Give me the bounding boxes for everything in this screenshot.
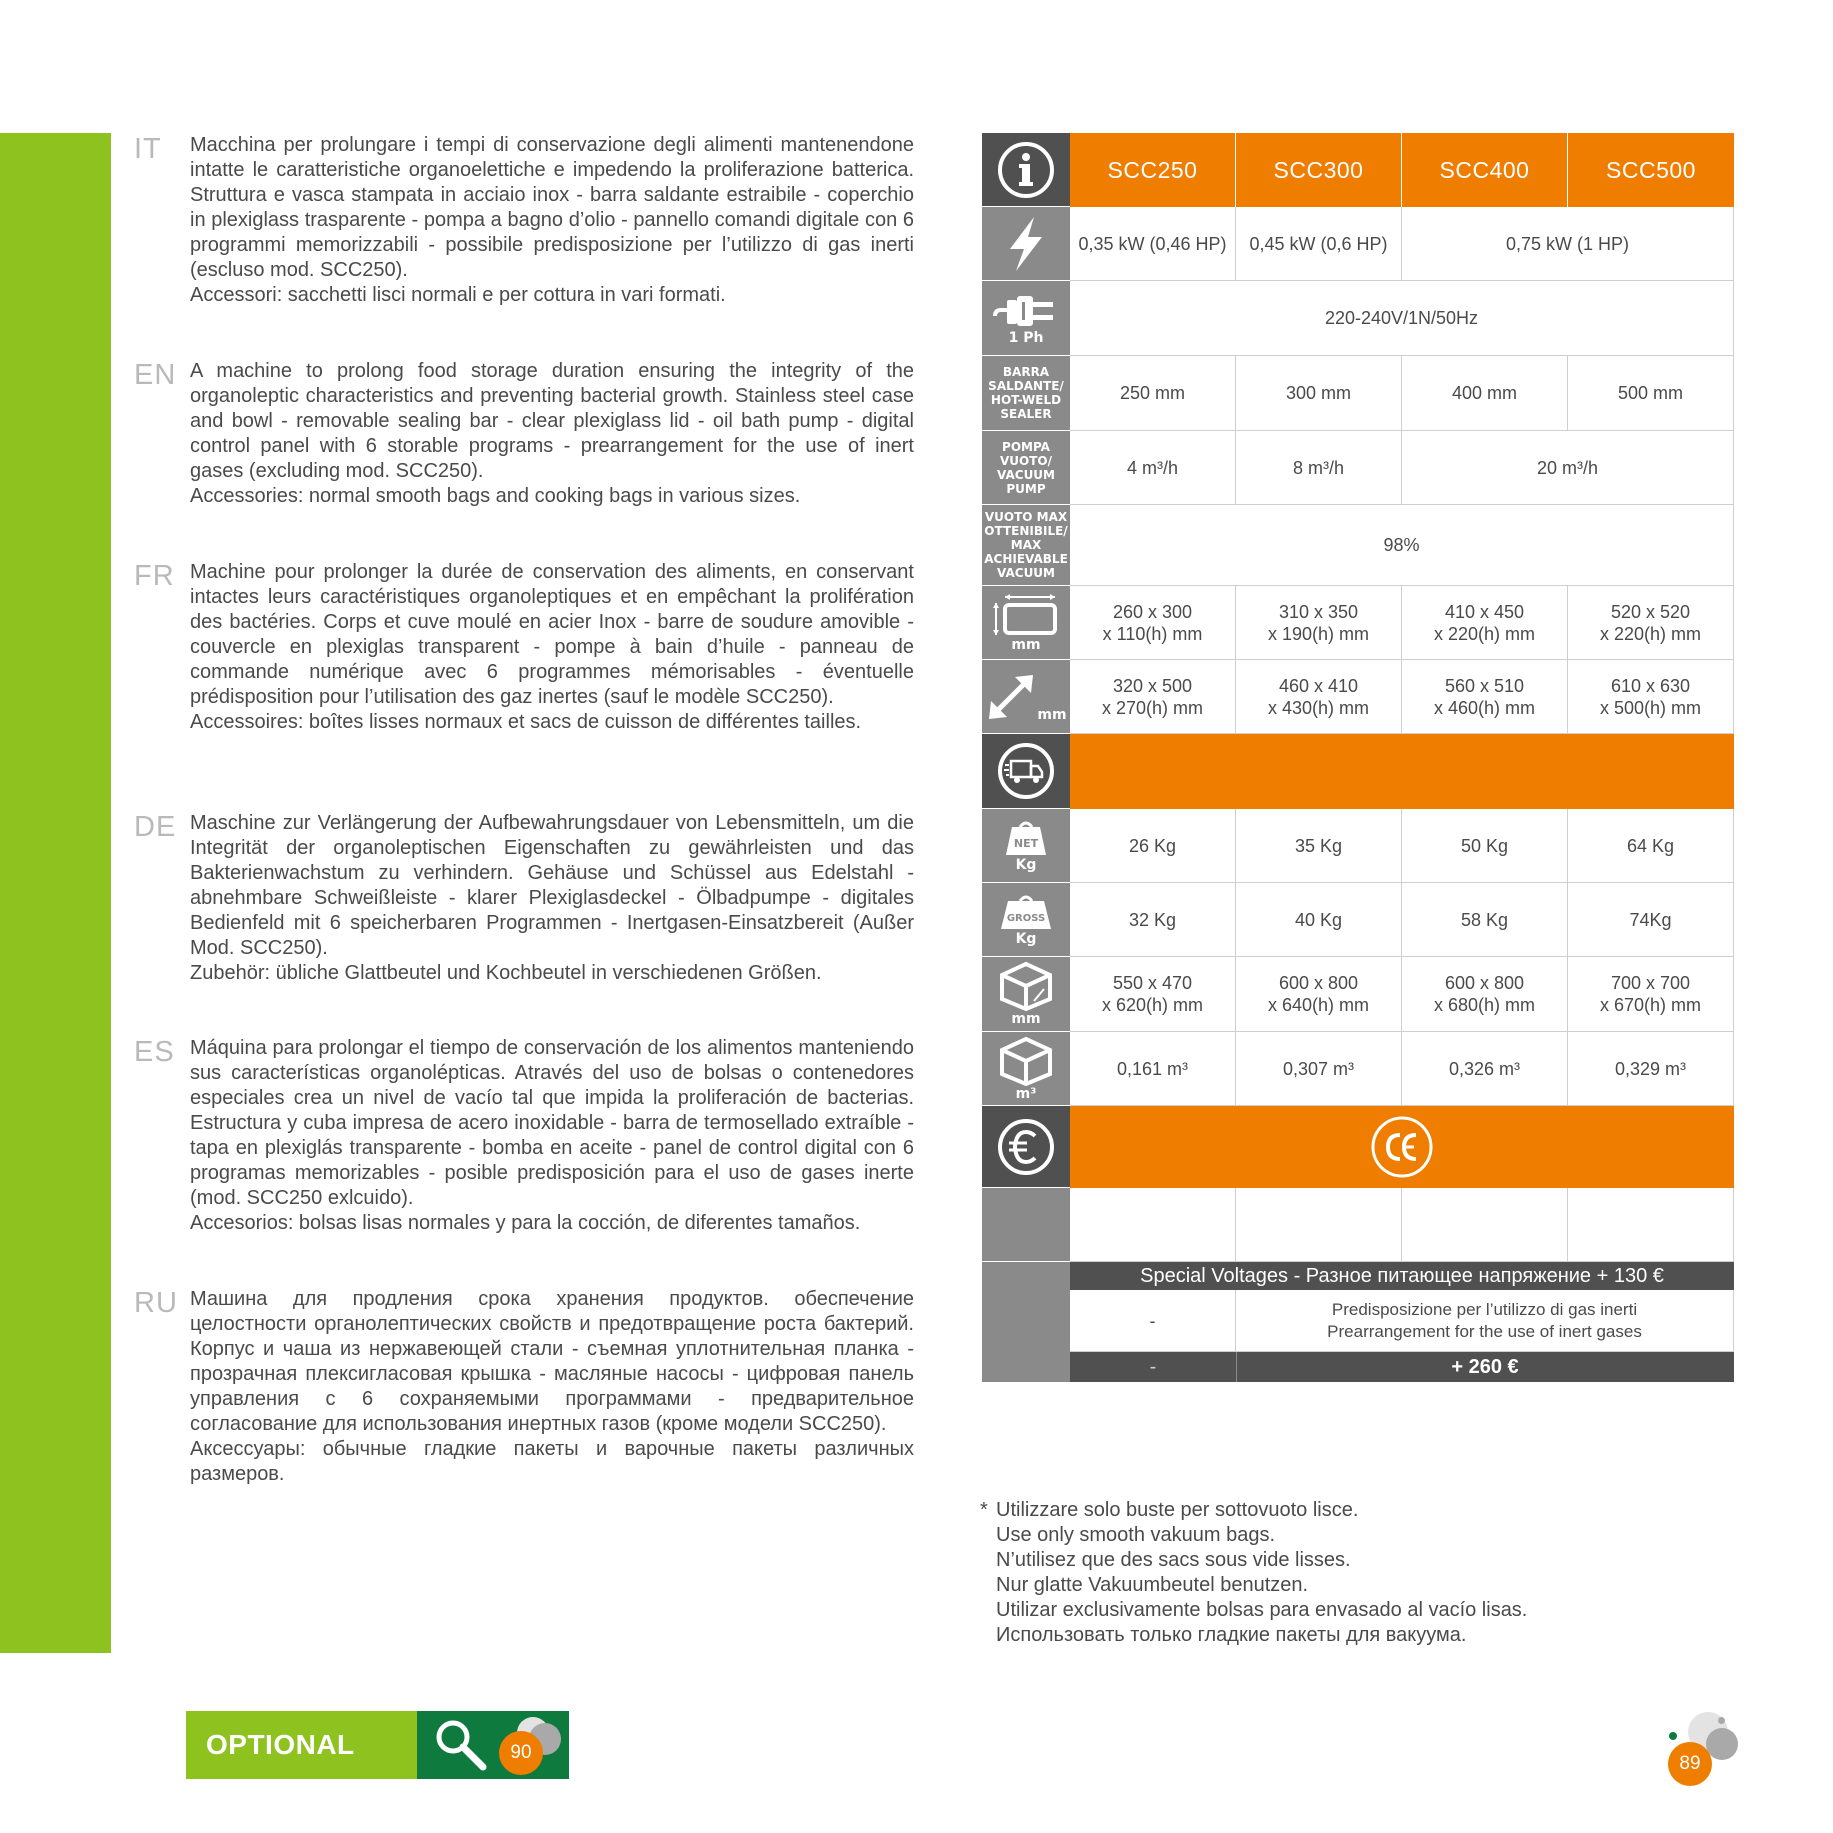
package-row — [982, 957, 1734, 1032]
decor-dot — [1718, 1717, 1725, 1724]
euro-icon — [997, 1118, 1055, 1176]
chamber-value: 260 x 300 x 110(h) mm — [1070, 586, 1236, 660]
optional-page-badge: 90 — [499, 1731, 543, 1775]
model-header: SCC500 — [1568, 133, 1734, 207]
price-cell — [1402, 1188, 1568, 1262]
info-icon — [997, 141, 1055, 199]
external-label-cell — [982, 660, 1070, 734]
lang-code: IT — [134, 133, 162, 165]
net-weight-value: 26 Kg — [1070, 809, 1236, 883]
diagonal-arrow-icon — [985, 671, 1037, 723]
price-band-row — [982, 1106, 1734, 1188]
decor-circle — [1706, 1728, 1738, 1760]
vacuum-value: 98% — [1070, 505, 1734, 586]
mm-label: mm — [1011, 1011, 1041, 1027]
kg-label: Kg — [1015, 856, 1037, 873]
price-cell — [1236, 1188, 1402, 1262]
gross-weight-label-cell — [982, 883, 1070, 957]
footnote-star: * — [980, 1499, 988, 1521]
power-value: 0,45 kW (0,6 HP) — [1236, 207, 1402, 281]
sealer-value: 300 mm — [1236, 356, 1402, 431]
vacuum-label-cell — [982, 505, 1070, 586]
sealer-label: BARRA SALDANTE/ HOT-WELD SEALER — [988, 365, 1064, 421]
table-header-row — [982, 133, 1734, 207]
lang-code: FR — [134, 560, 175, 592]
net-weight-row — [982, 809, 1734, 883]
vacuum-label: VUOTO MAX OTTENIBILE/ MAX ACHIEVABLE VACUUM — [984, 510, 1068, 580]
lang-text: A machine to prolong food storage duration ensuring the integrity of the organoleptic characteristics and preventing bacterial growth. Stainless steel case and bowl - removable sealing bar - clear plexiglass lid - oil bath pump - digital control panel with 6 storable programs - prearrangement for the use of inert gases (excluding mod. SCC250). Accessories: normal smooth bags and cooking bags in various sizes. — [190, 360, 914, 507]
lang-text: Maschine zur Verlängerung der Aufbewahrungsdauer von Lebensmitteln, um die Integrität der organoleptischen Eigenschaften zu gewährleisten und das Bakterienwachstum zu verhindern. Gehäuse und Schüssel aus Edelstahl - abnehmbare Schweißleiste - klarer Plexiglasdeckel - Ölbadpumpe - digitales Bedienfeld mit 6 speicherbaren Programmen - Inertgasen-Einsatzbereit (Außer Mod. SCC250). Zubehör: übliche Glattbeutel und Kochbeutel in verschiedenen Größen. — [190, 812, 914, 984]
voltage-row — [982, 281, 1734, 356]
lang-text: Máquina para prolongar el tiempo de conservación de los alimentos manteniendo sus características organolépticas. Através del uso de bolsas o contenedores especiales crea un nivel de vacío tal que impida la proliferación de bacterias. Estructura y cuba impresa de acero inoxidable - barra de termosellado extraíble - tapa en plexiglás transparente - bomba en aceite - panel de control digital con 6 programas memorizables - posible predisposición para el uso de gases inerte (mod. SCC250 exlcuido). Accesorios: bolsas lisas normales y para la cocción, de diferentes tamaños. — [190, 1037, 914, 1234]
gas-price-value: + 260 € — [1451, 1355, 1519, 1378]
lang-code: RU — [134, 1287, 178, 1319]
phase-label: 1 Ph — [1008, 330, 1044, 346]
power-row — [982, 207, 1734, 281]
power-value: 0,35 kW (0,46 HP) — [1070, 207, 1236, 281]
gas-dash-cell: - — [1070, 1290, 1236, 1352]
net-weight-value: 35 Kg — [1236, 809, 1402, 883]
price-orange-band — [1070, 1106, 1734, 1188]
volume-value: 0,161 m³ — [1070, 1032, 1236, 1106]
package-box-icon — [998, 961, 1054, 1011]
gas-option-cell: Predisposizione per l’utilizzo di gas inerti Prearrangement for the use of inert gases — [1236, 1290, 1734, 1352]
net-badge: NET — [1013, 836, 1039, 850]
price-cell — [1070, 1188, 1236, 1262]
shipping-label-cell — [982, 734, 1070, 809]
volume-value: 0,329 m³ — [1568, 1032, 1734, 1106]
lang-text: Машина для продления срока хранения продуктов. обеспечение целостности органолептических свойств и предотвращение роста бактерий. Корпус и чаша из нержавеющей стали - съемная уплотнительная планка - прозрачная плексигласовая крышка - масляные насосы - цифровая панель управления с 6 сохраняемыми программами - предварительное согласование для использования инертных газов (кроме модели SCC250). Аксессуары: обычные гладкие пакеты и варочные пакеты различных размеров. — [190, 1288, 914, 1485]
external-icon-group — [985, 671, 1066, 723]
power-value: 0,75 kW (1 HP) — [1402, 207, 1734, 281]
pump-label: POMPA VUOTO/ VACUUM PUMP — [997, 439, 1055, 496]
sealer-value: 500 mm — [1568, 356, 1734, 431]
net-weight-value: 64 Kg — [1568, 809, 1734, 883]
decor-dot — [1669, 1732, 1677, 1740]
net-weight-value: 50 Kg — [1402, 809, 1568, 883]
sealer-value: 400 mm — [1402, 356, 1568, 431]
gas-price-bar — [1070, 1352, 1734, 1382]
chamber-dimensions-icon — [991, 593, 1061, 637]
shipping-band-row — [982, 734, 1734, 809]
volume-value: 0,307 m³ — [1236, 1032, 1402, 1106]
kg-label: Kg — [1015, 930, 1037, 947]
vacuum-row — [982, 505, 1734, 586]
volume-value: 0,326 m³ — [1402, 1032, 1568, 1106]
shipping-orange-band — [1070, 734, 1734, 809]
model-header: SCC300 — [1236, 133, 1402, 207]
volume-label-cell — [982, 1032, 1070, 1106]
gross-weight-value: 32 Kg — [1070, 883, 1236, 957]
gross-weight-icon — [998, 893, 1054, 931]
optional-link[interactable]: OPTIONAL — [186, 1711, 417, 1779]
package-value: 600 x 800 x 680(h) mm — [1402, 957, 1568, 1032]
price-label-cell — [982, 1106, 1070, 1188]
page-number: 89 — [1668, 1742, 1712, 1786]
chamber-value: 310 x 350 x 190(h) mm — [1236, 586, 1402, 660]
lang-text: Machine pour prolonger la durée de conservation des aliments, en conservant intactes leurs caractéristiques organoleptiques et en empêchant la prolifération des bactéries. Corps et cuve moulé en acier Inox - barre de soudure amovible - couvercle en plexiglas transparent - pompe à bain d’huile - panneau de commande numérique avec 6 programmes mémorisables - éventuelle prédisposition pour l’utilisation des gaz inertes (sauf le modèle SCC250). Accessoires: boîtes lisses normaux et sacs de cuisson de différentes tailles. — [190, 561, 914, 733]
chamber-row — [982, 586, 1734, 660]
external-row — [982, 660, 1734, 734]
pump-value: 4 m³/h — [1070, 431, 1236, 505]
gross-weight-value: 58 Kg — [1402, 883, 1568, 957]
gross-weight-value: 40 Kg — [1236, 883, 1402, 957]
pump-row — [982, 431, 1734, 505]
special-voltage-bar: Special Voltages - Разное питающее напряжение + 130 € — [1070, 1262, 1734, 1290]
info-cell — [982, 133, 1070, 207]
package-value: 550 x 470 x 620(h) mm — [1070, 957, 1236, 1032]
net-weight-icon — [1002, 819, 1050, 857]
price-row — [982, 1188, 1734, 1262]
search-icon — [431, 1715, 491, 1775]
plug-icon — [993, 290, 1059, 330]
external-value: 460 x 410 x 430(h) mm — [1236, 660, 1402, 734]
price-cell — [1568, 1188, 1734, 1262]
voltage-label-cell — [982, 281, 1070, 356]
chamber-value: 520 x 520 x 220(h) mm — [1568, 586, 1734, 660]
external-value: 560 x 510 x 460(h) mm — [1402, 660, 1568, 734]
external-value: 320 x 500 x 270(h) mm — [1070, 660, 1236, 734]
lang-code: EN — [134, 359, 177, 391]
chamber-value: 410 x 450 x 220(h) mm — [1402, 586, 1568, 660]
pump-value: 20 m³/h — [1402, 431, 1734, 505]
gross-weight-row — [982, 883, 1734, 957]
green-side-bar — [0, 133, 111, 1653]
model-header: SCC250 — [1070, 133, 1236, 207]
net-weight-label-cell — [982, 809, 1070, 883]
price-row-label-cell — [982, 1188, 1070, 1262]
lightning-icon — [1004, 215, 1048, 273]
external-value: 610 x 630 x 500(h) mm — [1568, 660, 1734, 734]
ce-mark-icon — [1370, 1115, 1434, 1179]
power-label-cell — [982, 207, 1070, 281]
package-value: 700 x 700 x 670(h) mm — [1568, 957, 1734, 1032]
package-value: 600 x 800 x 640(h) mm — [1236, 957, 1402, 1032]
lang-code: DE — [134, 811, 177, 843]
chamber-label-cell — [982, 586, 1070, 660]
mm-label: mm — [1011, 636, 1041, 653]
options-section — [982, 1262, 1734, 1382]
voltage-value: 220-240V/1N/50Hz — [1070, 281, 1734, 356]
sealer-label-cell — [982, 356, 1070, 431]
volume-row — [982, 1032, 1734, 1106]
gross-weight-value: 74Kg — [1568, 883, 1734, 957]
sealer-row — [982, 356, 1734, 431]
m3-label: m³ — [1015, 1085, 1037, 1102]
package-label-cell — [982, 957, 1070, 1032]
options-label-cell — [982, 1262, 1070, 1382]
model-header: SCC400 — [1402, 133, 1568, 207]
lang-text: Macchina per prolungare i tempi di conservazione degli alimenti mantenendone intatte le caratteristiche organoelettiche e impedendo la proliferazione batterica. Struttura e vasca stampata in acciaio inox - barra saldante estraibile - coperchio in plexiglass trasparente - pompa a bagno d’olio - pannello comandi digitale con 6 programmi memorizzabili - possibile predisposizione per l’utilizzo di gas inerti (escluso mod. SCC250). Accessori: sacchetti lisci normali e per cottura in vari formati. — [190, 134, 914, 306]
lang-code: ES — [134, 1036, 175, 1068]
delivery-truck-icon — [997, 742, 1055, 800]
gas-price-dash: - — [1149, 1355, 1157, 1378]
gross-badge: GROSS — [1006, 912, 1046, 924]
optional-search-area[interactable] — [417, 1711, 569, 1779]
sealer-value: 250 mm — [1070, 356, 1236, 431]
pump-value: 8 m³/h — [1236, 431, 1402, 505]
footnote-text: Utilizzare solo buste per sottovuoto lisce. Use only smooth vakuum bags. N’utilisez que des sacs sous vide lisses. Nur glatte Vakuumbeutel benutzen. Utilizar exclusivamente bolsas para envasado al vacío lisas. Использовать только гладкие пакеты для вакуума. — [996, 1499, 1528, 1646]
mm-label: mm — [1037, 706, 1067, 723]
pump-label-cell — [982, 431, 1070, 505]
volume-box-icon — [998, 1036, 1054, 1086]
